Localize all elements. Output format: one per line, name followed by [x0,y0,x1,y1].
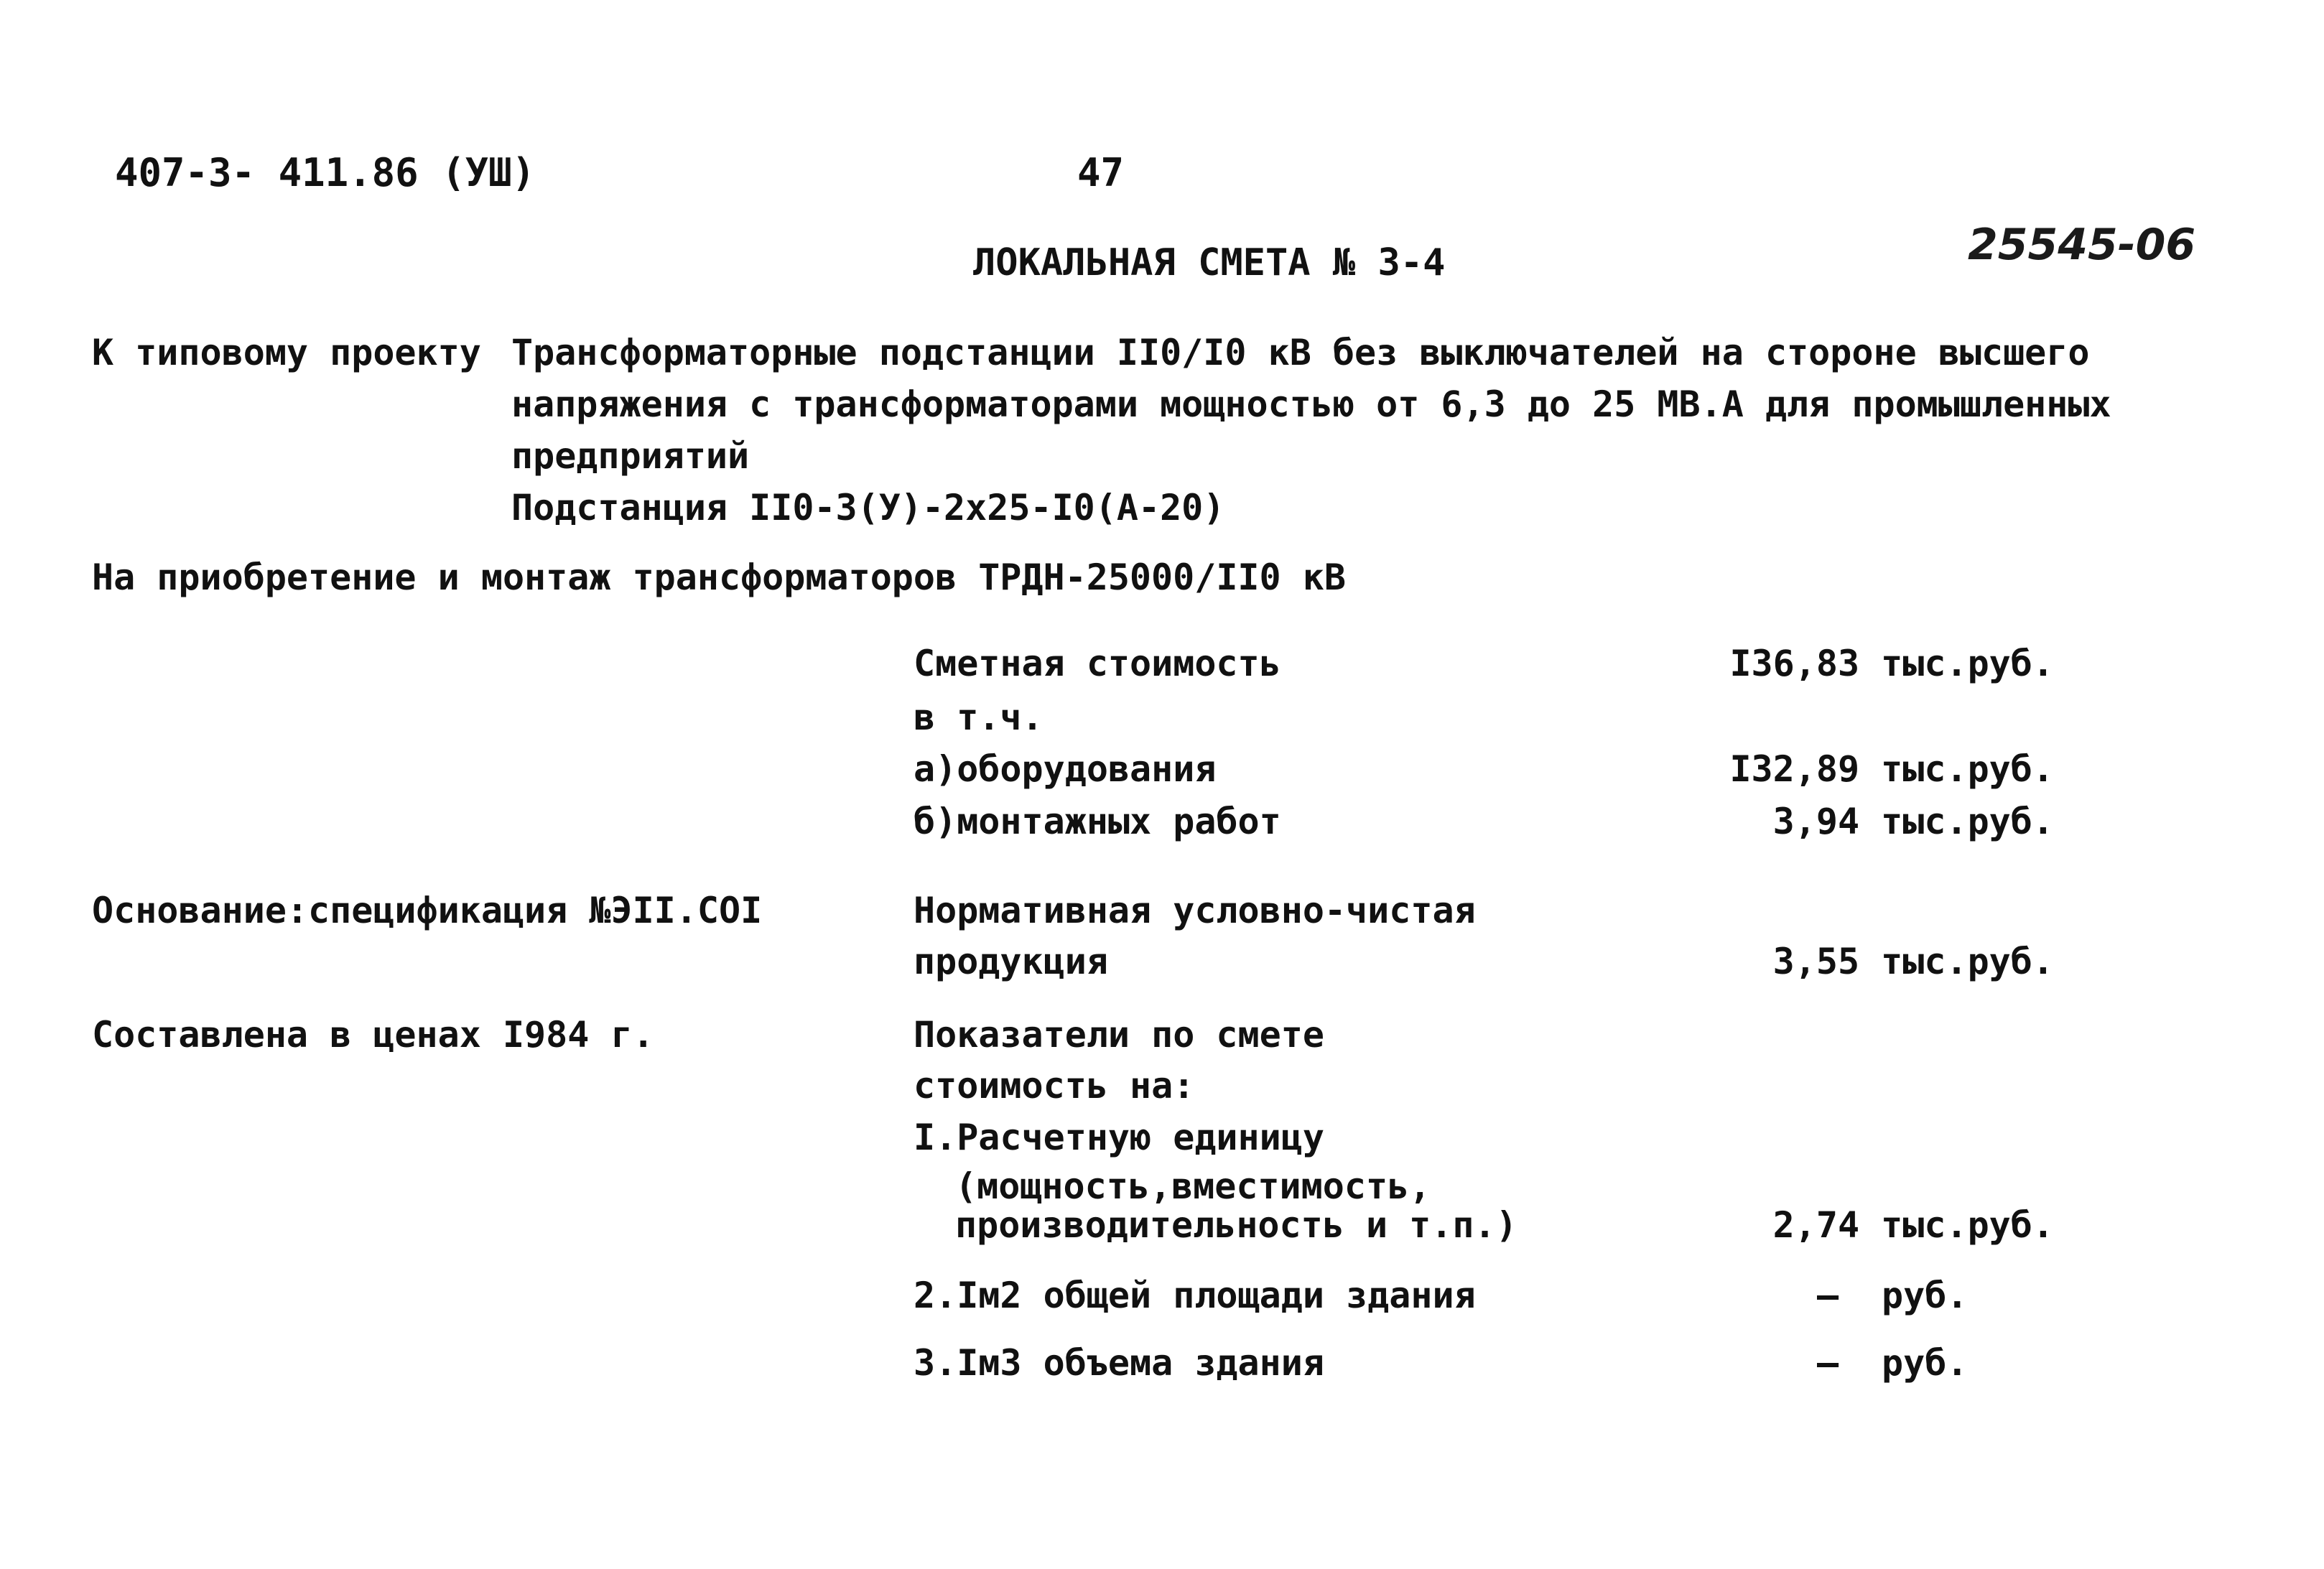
including-label: в т.ч. [914,697,1044,738]
normative-label-line-2: продукция [914,941,1108,982]
total-cost-value: I36,83 тыс.руб. [1729,643,2054,684]
page-number: 47 [1077,150,1125,195]
estimate-title: ЛОКАЛЬНАЯ СМЕТА № 3-4 [973,241,1446,284]
unit-indicator-value: 2,74 тыс.руб. [1772,1204,2054,1246]
document-code: 407-3- 411.86 (УШ) [115,150,536,195]
equipment-cost-value: I32,89 тыс.руб. [1729,748,2054,790]
project-label: К типовому проекту [92,332,481,373]
unit-indicator-note-2: производительность и т.п.) [955,1204,1517,1246]
price-level: Составлена в ценах I984 г. [92,1014,654,1056]
normative-label-line-1: Нормативная условно-чистая [914,890,1476,931]
unit-indicator-label: I.Расчетную единицу [914,1117,1324,1158]
installation-cost-value: 3,94 тыс.руб. [1772,801,2054,842]
indicators-heading-1: Показатели по смете [914,1014,1324,1056]
project-description [511,327,2111,534]
installation-cost-label: б)монтажных работ [914,801,1281,842]
project-line: Трансформаторные подстанции II0/I0 кВ без выключателей на стороне высшего [511,332,2090,373]
volume-indicator-dash: – [1817,1342,1839,1384]
handwritten-registration-number: 25545-06 [1968,220,2196,270]
area-indicator-label: 2.Iм2 общей площади здания [914,1275,1476,1316]
purpose-line: На приобретение и монтаж трансформаторов ТРДН-25000/II0 кВ [92,557,1346,598]
project-line: напряжения с трансформаторами мощностью от 6,3 до 25 МВ.А для промышленных [511,383,2111,425]
normative-value: 3,55 тыс.руб. [1772,941,2054,982]
basis-specification: Основание:спецификация №ЭII.COI [92,890,763,931]
volume-indicator-unit: руб. [1882,1342,1969,1384]
total-cost-label: Сметная стоимость [914,643,1281,684]
equipment-cost-label: а)оборудования [914,748,1217,790]
unit-indicator-note-1: (мощность,вместимость, [955,1165,1431,1207]
project-line: Подстанция II0-3(У)-2х25-I0(А-20) [511,487,1225,529]
area-indicator-unit: руб. [1882,1275,1969,1316]
project-line: предприятий [511,435,750,477]
area-indicator-dash: – [1817,1275,1839,1316]
volume-indicator-label: 3.Iм3 объема здания [914,1342,1324,1384]
indicators-heading-2: стоимость на: [914,1065,1195,1107]
